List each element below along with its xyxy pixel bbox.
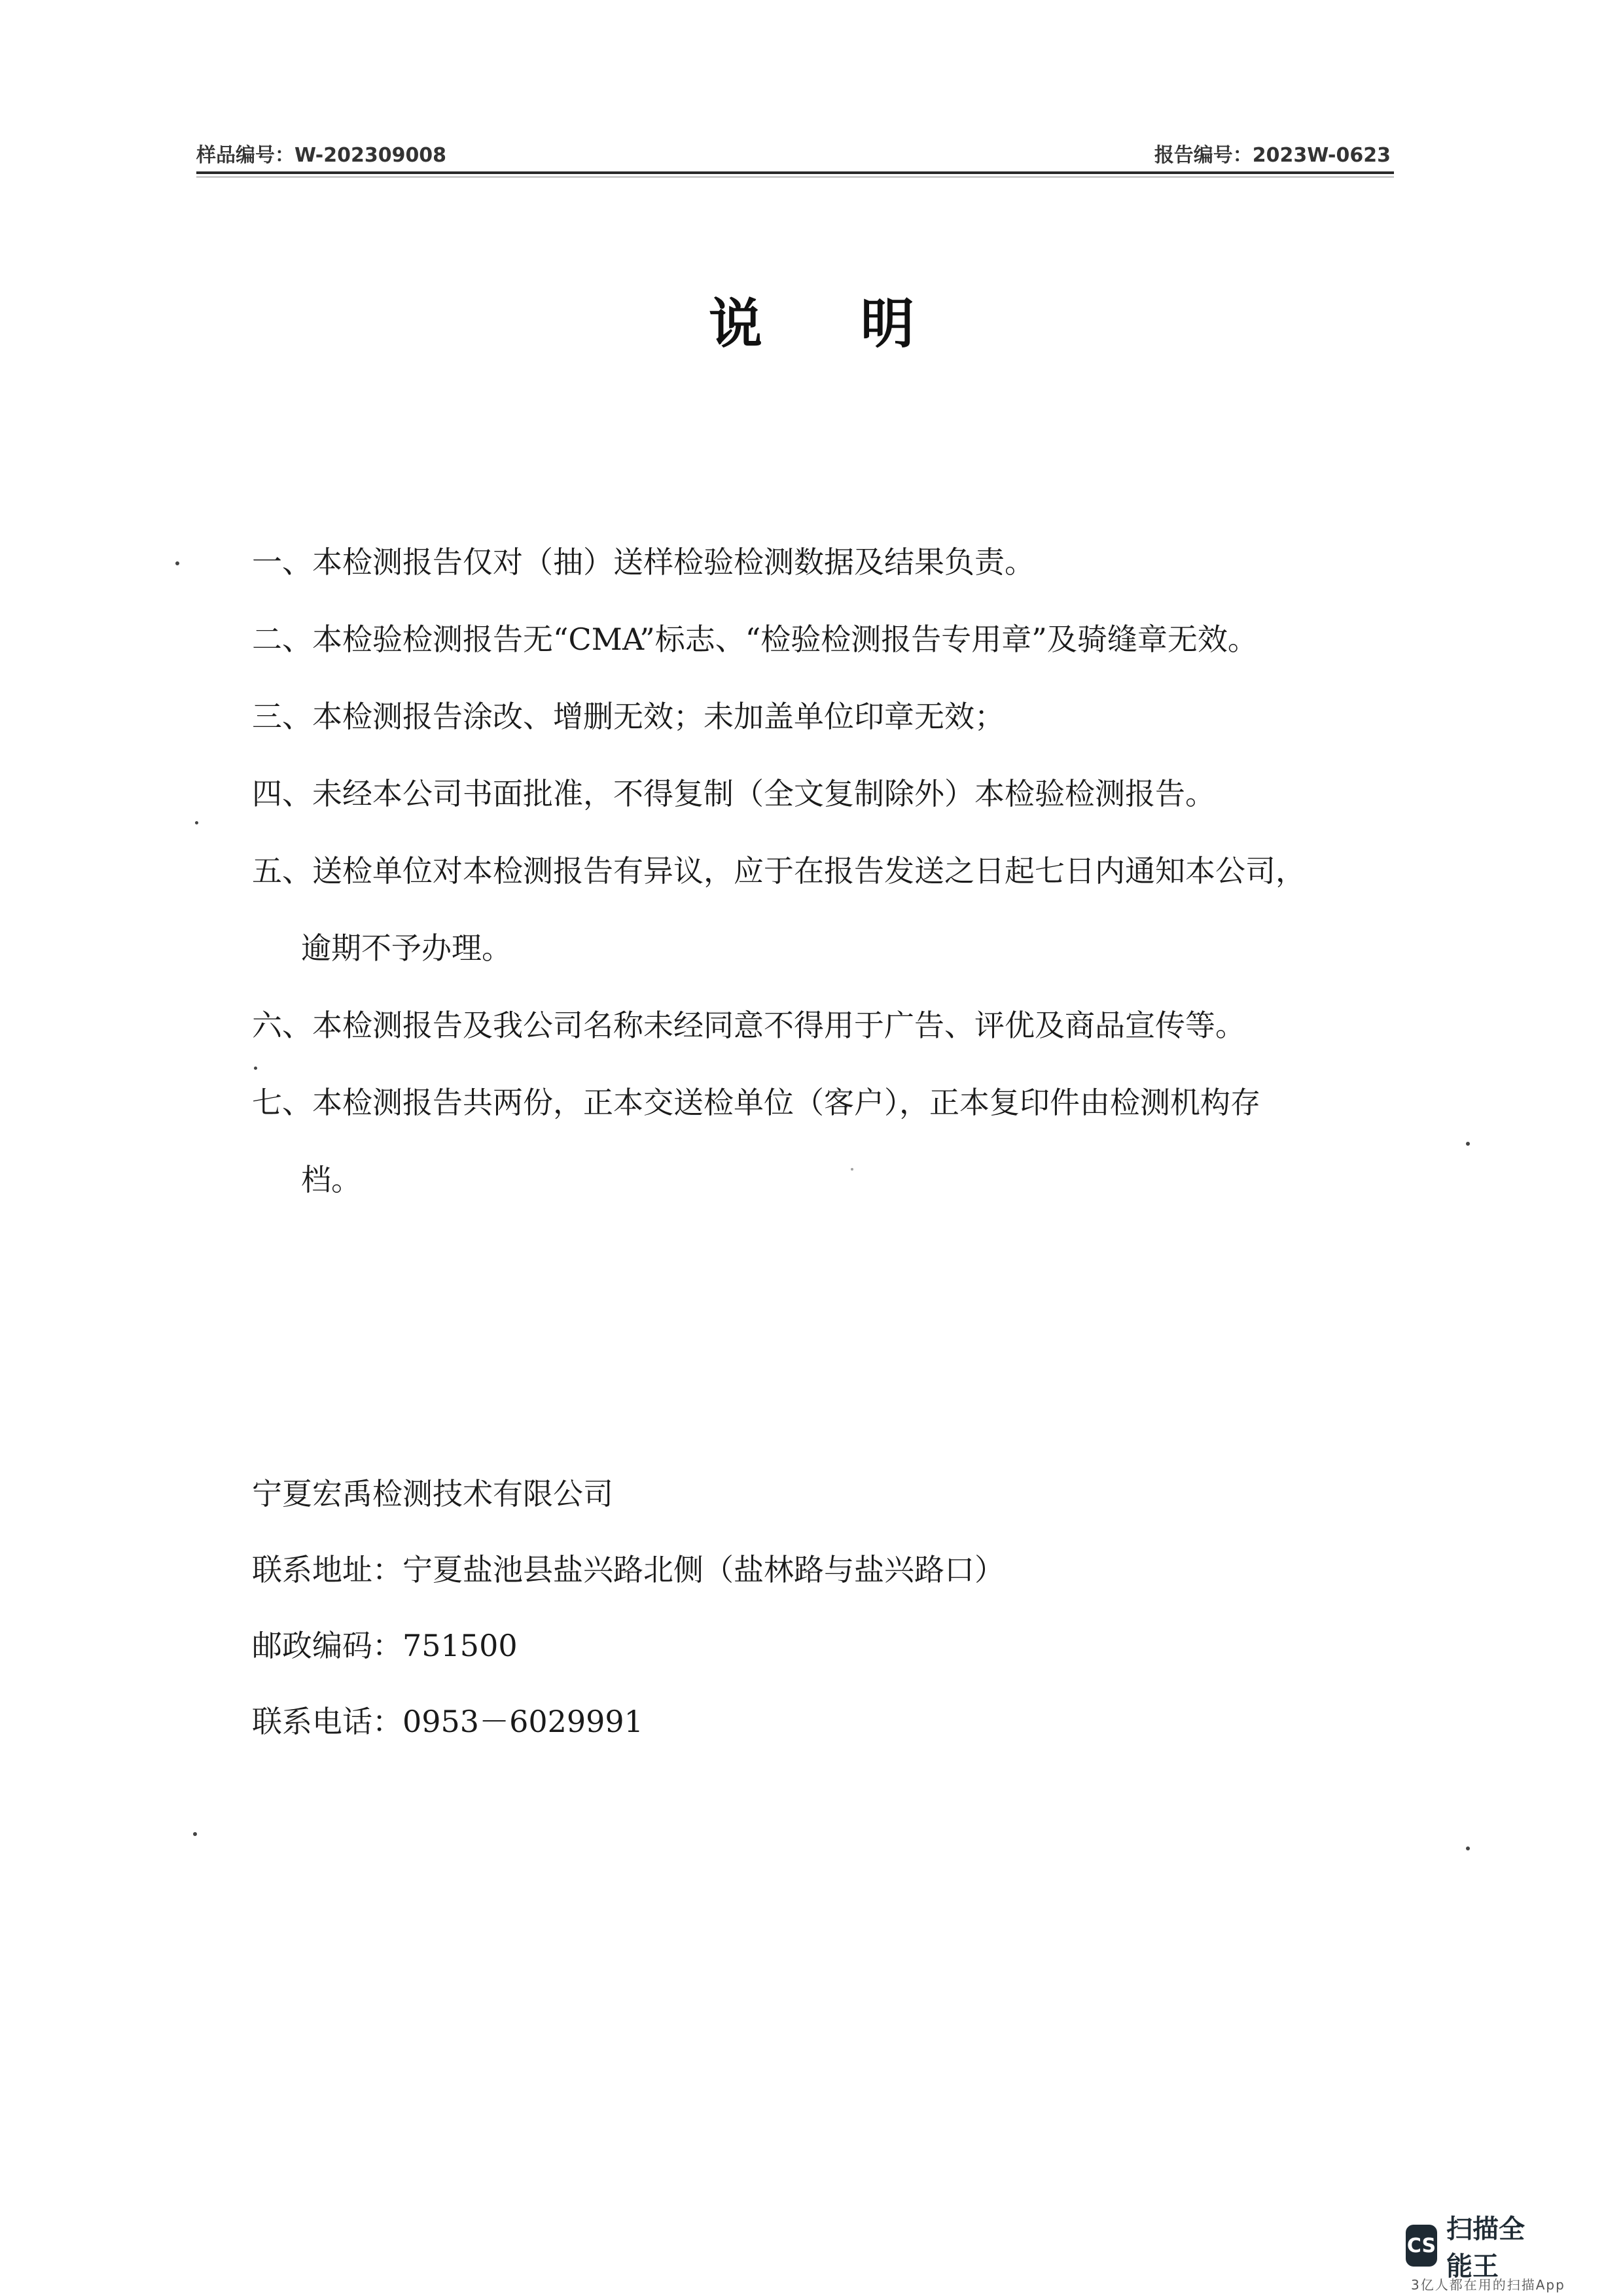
postcode-value: 751500 (402, 1628, 518, 1663)
scanner-watermark (1406, 2214, 1544, 2282)
note-number: 三、 (252, 699, 312, 734)
note-text: 本检测报告涂改、增删无效；未加盖单位印章无效； (312, 699, 1005, 734)
note-item-5 (252, 832, 1404, 910)
note-text: 本检测报告共两份，正本交送检单位（客户），正本复印件由检测机构存 (312, 1085, 1260, 1120)
note-number: 二、 (252, 622, 312, 657)
scan-speck (1466, 1142, 1470, 1146)
note-item-3 (252, 678, 1404, 755)
note-item-6 (252, 987, 1404, 1064)
address-label: 联系地址： (252, 1552, 402, 1587)
notes-list (252, 523, 1404, 1218)
scan-speck (254, 1067, 257, 1070)
note-item-7-continuation (252, 1141, 1404, 1218)
sample-number: 样品编号：W-202309008 (196, 144, 447, 167)
header-rule (196, 171, 1394, 174)
company-info (252, 1456, 1005, 1759)
note-text-line: 送检单位对本检测报告有异议，应于在报告发送之日起七日内通知本公司， (312, 853, 1306, 889)
scan-speck (175, 561, 179, 565)
page-title: 说明 (708, 293, 1012, 355)
note-item-1 (252, 523, 1404, 601)
note-text: 本检测报告及我公司名称未经同意不得用于广告、评优及商品宣传等。 (312, 1008, 1245, 1043)
report-number: 报告编号：2023W-0623 (1154, 144, 1391, 167)
camscanner-logo-icon: CS (1406, 2225, 1437, 2267)
scan-speck (195, 821, 198, 824)
note-item-7 (252, 1064, 1404, 1141)
watermark-tagline: 3亿人都在用的扫描App (1411, 2277, 1565, 2293)
note-number: 六、 (252, 1008, 312, 1043)
note-number: 一、 (252, 544, 312, 580)
company-address (252, 1532, 1005, 1608)
note-text: 本检验检测报告无“CMA”标志、“检验检测报告专用章”及骑缝章无效。 (312, 622, 1258, 657)
scan-speck (193, 1832, 197, 1836)
note-text (312, 832, 1404, 910)
note-text: 本检测报告仅对（抽）送样检验检测数据及结果负责。 (312, 544, 1035, 580)
note-number: 五、 (252, 853, 312, 889)
note-item-5-continuation (252, 910, 1404, 987)
address-value: 宁夏盐池县盐兴路北侧（盐林路与盐兴路口） (402, 1552, 1005, 1587)
phone-label: 联系电话： (252, 1704, 402, 1739)
report-header (196, 139, 1391, 171)
note-continuation: 档。 (301, 1162, 361, 1197)
scan-speck (1466, 1846, 1470, 1850)
postcode-label: 邮政编码： (252, 1628, 402, 1663)
note-continuation: 逾期不予办理。 (301, 930, 512, 966)
note-text: 未经本公司书面批准，不得复制（全文复制除外）本检验检测报告。 (312, 776, 1215, 811)
note-item-2 (252, 601, 1404, 678)
phone-value: 0953－6029991 (402, 1704, 643, 1739)
company-postcode (252, 1608, 1005, 1684)
company-name: 宁夏宏禹检测技术有限公司 (252, 1476, 613, 1511)
note-number: 七、 (252, 1085, 312, 1120)
watermark-app-name: 扫描全能王 (1446, 2214, 1525, 2282)
note-item-4 (252, 755, 1404, 832)
scan-speck (851, 1168, 853, 1171)
company-phone (252, 1684, 1005, 1759)
note-number: 四、 (252, 776, 312, 811)
